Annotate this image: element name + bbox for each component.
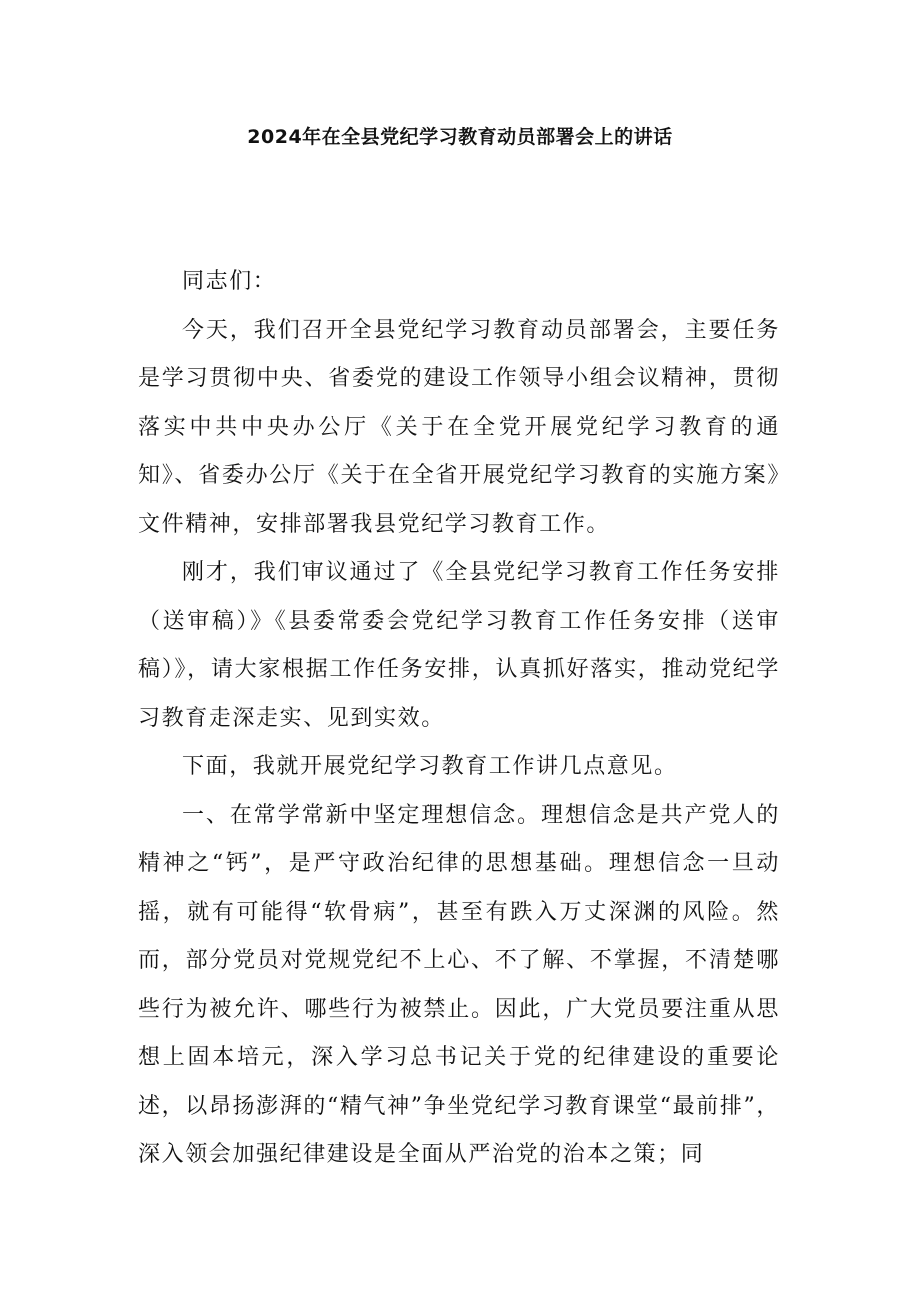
document-body xyxy=(138,258,780,1180)
salutation: 同志们： xyxy=(182,269,277,294)
paragraph-intro: 今天，我们召开全县党纪学习教育动员部署会，主要任务是学习贯彻中央、省委党的建设工作领导小组会议精神，贯彻落实中共中央办公厅《关于在全党开展党纪学习教育的通知》、省委办公厅《关于在全省开展党纪学习教育的实施方案》文件精神，安排部署我县党纪学习教育工作。 xyxy=(138,317,780,537)
paragraph-review: 刚才，我们审议通过了《全县党纪学习教育工作任务安排（送审稿）》《县委常委会党纪学习教育工作任务安排（送审稿）》，请大家根据工作任务安排，认真抓好落实，推动党纪学习教育走深走实、见到实效。 xyxy=(138,560,780,731)
document-title: 2024年在全县党纪学习教育动员部署会上的讲话 xyxy=(247,126,673,148)
paragraph-point-one: 一、在常学常新中坚定理想信念。理想信念是共产党人的精神之“钙”，是严守政治纪律的思想基础。理想信念一旦动摇，就有可能得“软骨病”，甚至有跌入万丈深渊的风险。然而，部分党员对党规党纪不上心、不了解、不掌握，不清楚哪些行为被允许、哪些行为被禁止。因此，广大党员要注重从思想上固本培元，深入学习总书记关于党的纪律建设的重要论述，以昂扬澎湃的“精气神”争坐党纪学习教育课堂“最前排”，深入领会加强纪律建设是全面从严治党的治本之策；同 xyxy=(138,802,780,1167)
paragraph-transition: 下面，我就开展党纪学习教育工作讲几点意见。 xyxy=(182,754,678,779)
